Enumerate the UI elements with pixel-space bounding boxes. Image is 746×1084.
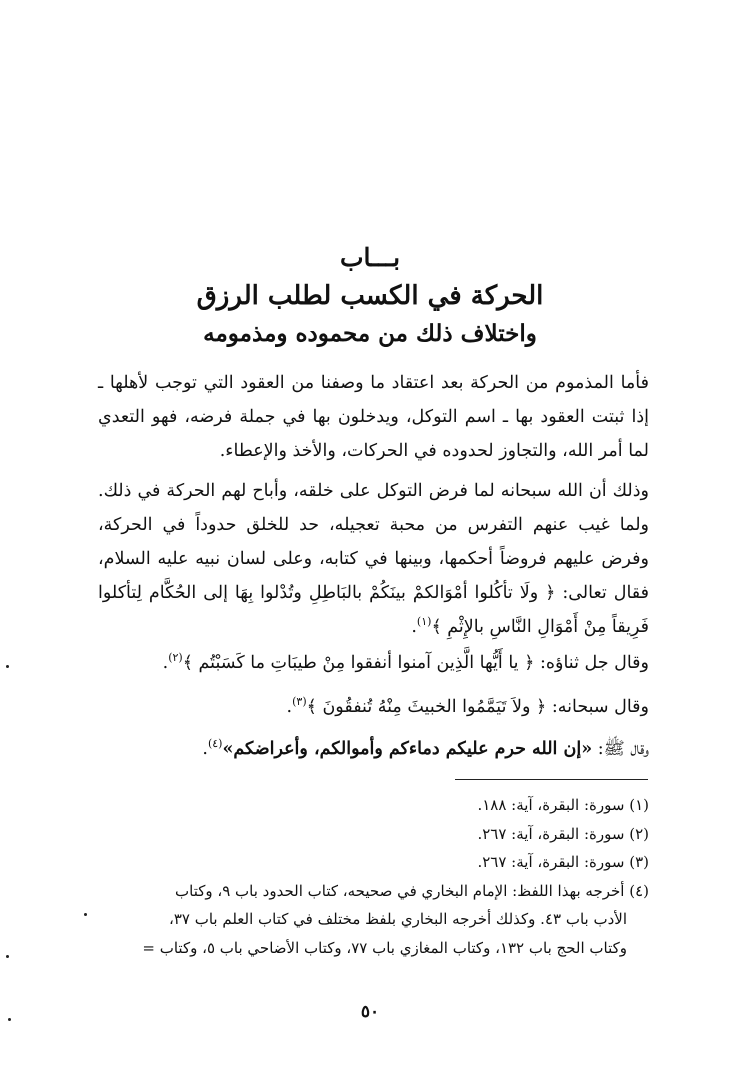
quran-verse-2: ﴿ يا أَيُّها الَّذِين آمنوا أنفقوا مِنْ طيبَاتِ ما كَسَبْتُم ﴾: [182, 653, 535, 673]
chapter-label: بـــاب: [339, 243, 401, 272]
quran-verse-3: ﴿ ولاَ تَيَمَّمُوا الخبيثَ مِنْهُ تُنفقُونَ ﴾: [306, 697, 547, 717]
footnote-4-line-1: (٤) أخرجه بهذا اللفظ: الإمام البخاري في صحيحه، كتاب الحدود باب ٩، وكتاب: [175, 881, 649, 900]
paragraph-3: [98, 646, 649, 680]
period: .: [286, 697, 293, 717]
footnote-2: (٢) سورة: البقرة، آية: ٢٦٧.: [477, 824, 649, 843]
paragraph-1: فأما المذموم من الحركة بعد اعتقاد ما وصفنا من العقود التي توجب لأهلها ـ إذا ثبتت العقود بها ـ اسم التوكل، ويدخلون بها في جملة فرضه، فهو التعدي لما أمر الله، والتجاوز لحدوده في الحركات، والأخذ والإعطاء.: [98, 373, 649, 461]
period: .: [411, 617, 417, 637]
period: .: [202, 739, 208, 759]
paragraph-4: [98, 690, 649, 724]
paragraph-2: [98, 474, 649, 644]
footnote-ref-1: (١): [416, 615, 432, 629]
scan-speck: [8, 1018, 11, 1021]
paragraph-5-text: وقال ﷺ:: [592, 739, 649, 759]
footnote-4-line-2: الأدب باب ٤٣. وكذلك أخرجه البخاري بلفظ مختلف في كتاب العلم باب ٣٧،: [168, 910, 627, 928]
footnote-ref-4: (٤): [207, 737, 223, 751]
chapter-subtitle: واختلاف ذلك من محموده ومذمومه: [203, 320, 537, 347]
page-number: ٥٠: [360, 1002, 380, 1022]
footnote-ref-3: (٣): [292, 695, 307, 709]
footnote-1: (١) سورة: البقرة، آية: ١٨٨.: [477, 796, 649, 814]
paragraph-2-text: وذلك أن الله سبحانه لما فرض التوكل على خلقه، وأباح لهم الحركة في ذلك. ولما غيب عنهم التفرس من محبة تعجيله، حد للخلق حدوداً في الحركة، وفرض عليهم فروضاً أحكمها، وبينها في كتابه، وعلى لسان نبيه عليه السلام، فقال تعالى:: [98, 481, 650, 603]
paragraph-4-text: وقال سبحانه:: [546, 697, 649, 717]
scan-speck: [6, 665, 9, 668]
footnote-3: (٣) سورة: البقرة، آية: ٢٦٧.: [477, 853, 649, 871]
chapter-heading: [90, 240, 650, 352]
footnote-ref-2: (٢): [168, 651, 183, 665]
scan-speck: [6, 955, 9, 958]
chapter-title: الحركة في الكسب لطلب الرزق: [196, 281, 544, 311]
period: .: [162, 653, 169, 673]
paragraph-3-text: وقال جل ثناؤه:: [534, 653, 649, 673]
hadith-quote: «إن الله حرم عليكم دماءكم وأموالكم، وأعراضكم»: [222, 739, 593, 759]
paragraph-5: [98, 732, 649, 766]
footnotes: [96, 791, 649, 962]
footnote-separator: [455, 779, 648, 780]
scan-speck: [84, 913, 87, 916]
footnote-4-line-3: وكتاب الحج باب ١٣٢، وكتاب المغازي باب ٧٧، وكتاب الأضاحي باب ٥، وكتاب =: [142, 938, 627, 957]
quran-verse-1: ﴿ ولَا تأكُلوا أمْوَالكمْ بينَكُمْ بالبَاطِلِ وتُدْلوا بِهَا إلى الحُكَّام لِتأكلوا فَرِيقاً مِنْ أَمْوَالِ النَّاسِ بالإِثْمِ ﴾: [98, 583, 649, 637]
